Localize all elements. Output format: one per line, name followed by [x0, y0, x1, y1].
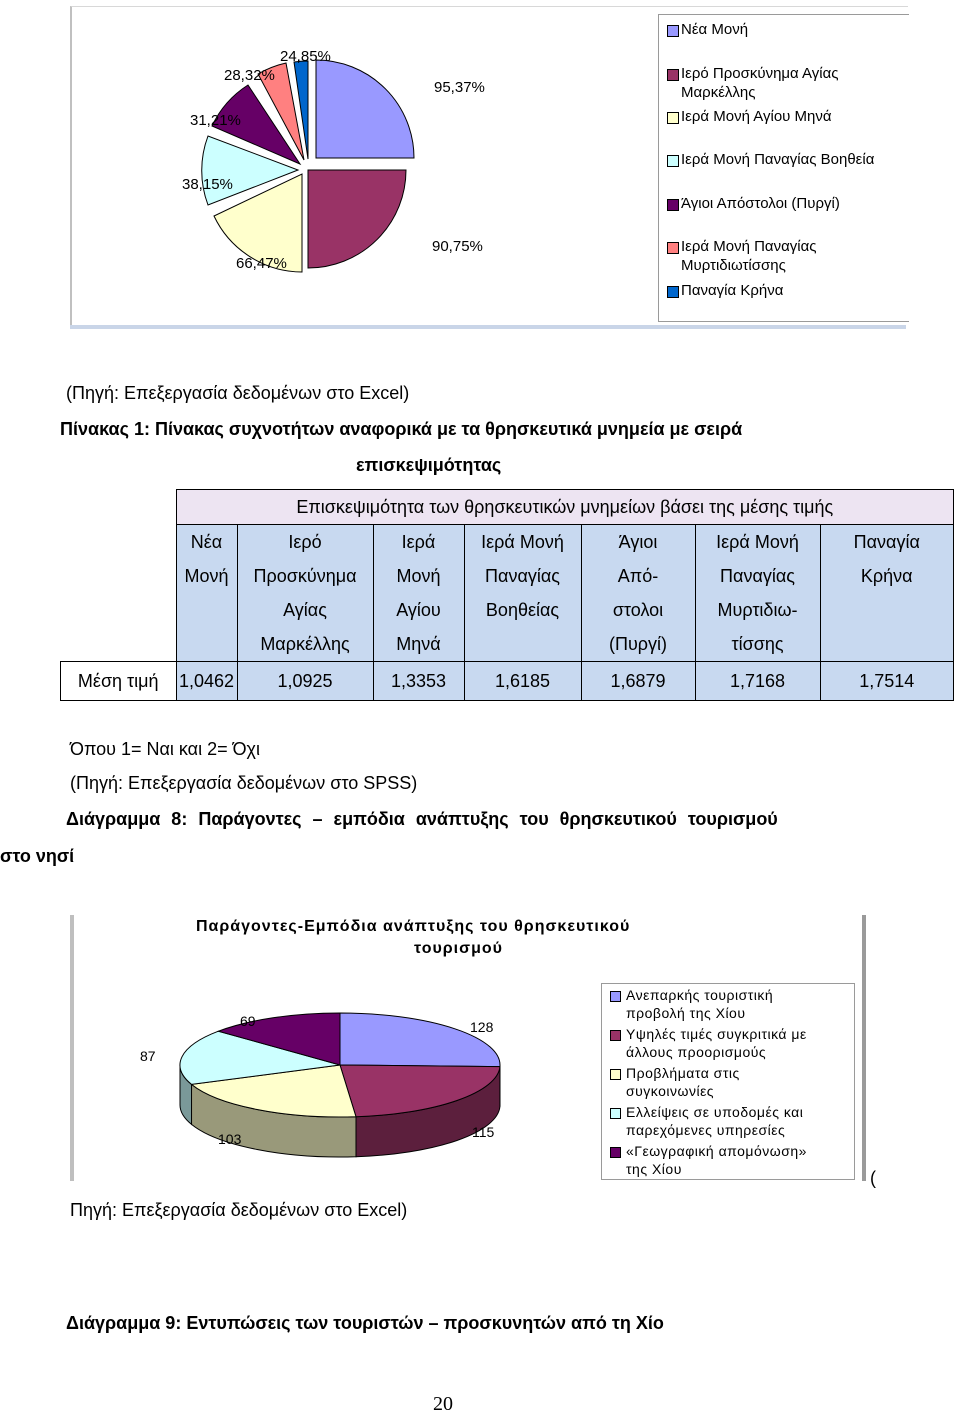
table-corner	[61, 490, 177, 525]
chart1-slice-markellis	[308, 170, 406, 268]
note-text: Όπου 1= Ναι και 2= Όχι	[70, 739, 260, 760]
table-caption-line2: επισκεψιμότητας	[356, 455, 501, 476]
pie2-top	[180, 1013, 500, 1117]
diagram8-caption-line1: Διάγραμμα 8: Παράγοντες – εμπόδια ανάπτυξης του θρησκευτικού τουρισμού	[66, 809, 888, 830]
legend-swatch	[610, 1030, 621, 1041]
table-cell: 1,7168	[695, 662, 820, 701]
chart2-legend	[601, 983, 855, 1180]
legend-label: «Γεωγραφική απομόνωση» της Χίου	[626, 1142, 807, 1178]
source-note-spss: (Πηγή: Επεξεργασία δεδομένων στο SPSS)	[70, 773, 417, 794]
chart1-slice-label-2: 90,75%	[432, 238, 483, 255]
legend-swatch	[667, 199, 679, 211]
legend-swatch	[667, 242, 679, 254]
legend-label: Ιερά Μονή Αγίου Μηνά	[681, 107, 832, 126]
chart1-slice-label-7: 24,85%	[280, 48, 331, 65]
legend-label: Νέα Μονή	[681, 20, 748, 39]
legend-swatch	[667, 286, 679, 298]
table-row	[61, 662, 954, 701]
chart1-slice-nea-moni	[316, 60, 414, 158]
table-cell: 1,3353	[373, 662, 464, 701]
source-note-excel-2: Πηγή: Επεξεργασία δεδομένων στο Excel)	[70, 1200, 407, 1221]
chart2-value-label: 103	[218, 1131, 241, 1147]
legend-label: Υψηλές τιμές συγκριτικά με άλλους προορισμούς	[626, 1025, 807, 1061]
legend-label: Ελλείψεις σε υποδομές και παρεχόμενες υπηρεσίες	[626, 1103, 803, 1139]
stray-parenthesis: (	[870, 1168, 876, 1189]
chart2-title-line2: τουρισμού	[414, 940, 503, 958]
chart2-value-label: 87	[140, 1048, 156, 1064]
chart1-legend	[658, 14, 909, 322]
legend-swatch	[610, 991, 621, 1002]
chart1-slice-label-3: 66,47%	[236, 255, 287, 272]
table-cell: 1,6185	[464, 662, 581, 701]
legend-swatch	[667, 25, 679, 37]
page-number: 20	[433, 1393, 453, 1416]
chart2-title-line1: Παράγοντες-Εμπόδια ανάπτυξης του θρησκευτικού	[196, 918, 630, 936]
table-col-head: Παναγία Κρήνα	[820, 525, 954, 662]
legend-label: Προβλήματα στις συγκοινωνίες	[626, 1064, 740, 1100]
chart2-value-label: 115	[472, 1124, 494, 1140]
table-row	[61, 525, 954, 662]
table-col-head: Άγιοι Από- στολοι (Πυργί)	[581, 525, 695, 662]
legend-label: Ανεπαρκής τουριστική προβολή της Χίου	[626, 986, 773, 1022]
chart1-slice-label-4: 38,15%	[182, 176, 233, 193]
table-header: Επισκεψιμότητα των θρησκευτικών μνημείων βάσει της μέσης τιμής	[176, 490, 954, 525]
legend-swatch	[610, 1108, 621, 1119]
table-cell: 1,0462	[176, 662, 237, 701]
table-cell: 1,6879	[581, 662, 695, 701]
table-col-head: Ιερά Μονή Αγίου Μηνά	[373, 525, 464, 662]
table-cell: 1,7514	[820, 662, 954, 701]
chart2-pie	[160, 990, 520, 1170]
legend-swatch	[667, 155, 679, 167]
legend-label: Παναγία Κρήνα	[681, 281, 783, 300]
table-col-head: Ιερά Μονή Παναγίας Βοηθείας	[464, 525, 581, 662]
chart1-slice-label-6: 28,32%	[224, 67, 275, 84]
chart1-bottom-border	[70, 325, 906, 329]
chart2-value-label: 128	[470, 1019, 493, 1035]
frequency-table	[60, 489, 954, 701]
diagram8-caption-line2: στο νησί	[0, 846, 74, 867]
legend-label: Ιερά Μονή Παναγίας Μυρτιδιωτίσσης	[681, 237, 816, 275]
table-col-head: Νέα Μονή	[176, 525, 237, 662]
table-col-head: Ιερά Μονή Παναγίας Μυρτιδιω- τίσσης	[695, 525, 820, 662]
legend-label: Ιερό Προσκύνημα Αγίας Μαρκέλλης	[681, 64, 839, 102]
table-cell: 1,0925	[237, 662, 373, 701]
table-row-label: Μέση τιμή	[61, 662, 177, 701]
source-note-excel: (Πηγή: Επεξεργασία δεδομένων στο Excel)	[66, 383, 409, 404]
legend-swatch	[610, 1147, 621, 1158]
legend-label: Ιερά Μονή Παναγίας Βοηθεία	[681, 150, 874, 169]
table-col-head: Ιερό Προσκύνημα Αγίας Μαρκέλλης	[237, 525, 373, 662]
chart1-slice-label-1: 95,37%	[434, 79, 485, 96]
diagram9-caption: Διάγραμμα 9: Εντυπώσεις των τουριστών – προσκυνητών από τη Χίο	[66, 1313, 664, 1334]
chart2-value-label: 69	[240, 1013, 256, 1029]
legend-swatch	[667, 69, 679, 81]
legend-swatch	[610, 1069, 621, 1080]
chart1-slice-label-5: 31,21%	[190, 112, 241, 129]
legend-swatch	[667, 112, 679, 124]
legend-label: Άγιοι Απόστολοι (Πυργί)	[681, 194, 840, 213]
table-caption-line1: Πίνακας 1: Πίνακας συχνοτήτων αναφορικά με τα θρησκευτικά μνημεία με σειρά	[60, 419, 742, 440]
table-corner	[61, 525, 177, 662]
